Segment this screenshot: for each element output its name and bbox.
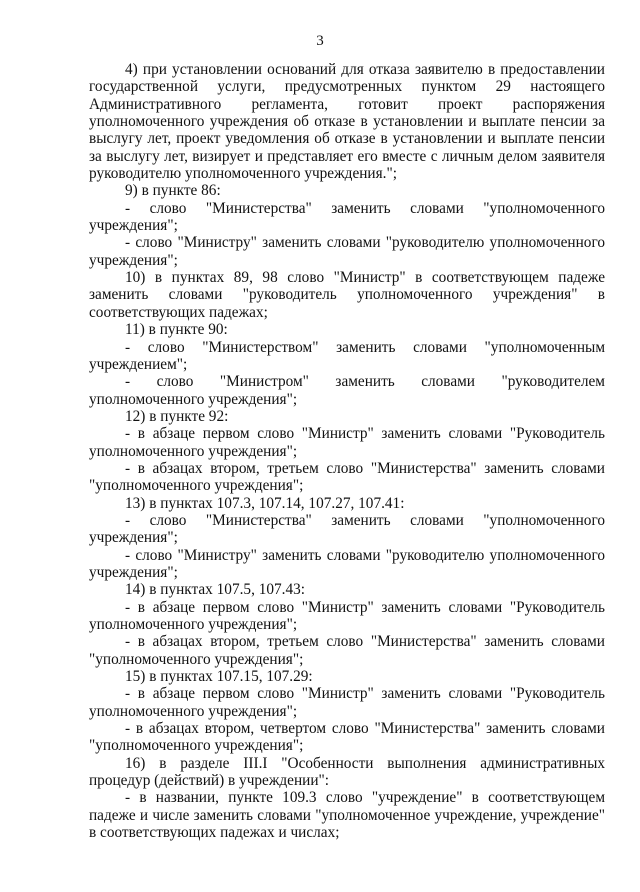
numbered-item: 13) в пунктах 107.3, 107.14, 107.27, 107.41:: [125, 494, 405, 512]
sub-paragraph: - в абзацах втором, четвертом слово "Министерства" заменить словами "уполномоченного учреждения";: [89, 720, 605, 755]
sub-paragraph: - слово "Министру" заменить словами "руководителю уполномоченного учреждения";: [89, 546, 605, 581]
numbered-item: 10) в пунктах 89, 98 слово "Министр" в соответствующем падеже заменить словами "руководитель уполномоченного учреждения" в соответствующих падежах;: [89, 269, 605, 321]
sub-paragraph: - в абзаце первом слово "Министр" заменить словами "Руководитель уполномоченного учреждения";: [89, 425, 605, 460]
page-number: 3: [316, 33, 324, 49]
sub-paragraph: - в абзацах втором, третьем слово "Министерства" заменить словами "уполномоченного учреждения";: [89, 633, 605, 668]
sub-paragraph: - слово "Министерства" заменить словами "уполномоченного учреждения";: [89, 511, 605, 547]
numbered-item: 16) в разделе III.I "Особенности выполнения административных процедур (действий) в учреждении":: [89, 754, 605, 790]
numbered-item: 14) в пунктах 107.5, 107.43:: [125, 581, 306, 599]
sub-paragraph: 4) при установлении оснований для отказа заявителю в предоставлении государственной услуги, предусмотренных пунктом 29 настоящего Административного регламента, готовит проект распоряжения уполномоченного учреждения об отказе в установлении и выплате пенсии за выслугу лет, проект уведомления об отказе в установлении и выплате пенсии за выслугу лет, визирует и представляет его вместе с личным делом заявителя руководителю уполномоченного учреждения.";: [89, 61, 605, 183]
sub-paragraph: - в абзаце первом слово "Министр" заменить словами "Руководитель уполномоченного учреждения";: [89, 598, 605, 633]
sub-paragraph: - слово "Министром" заменить словами "руководителем уполномоченного учреждения";: [89, 373, 605, 408]
sub-paragraph: - слово "Министру" заменить словами "руководителю уполномоченного учреждения";: [89, 234, 605, 269]
numbered-item: 9) в пункте 86:: [125, 182, 221, 200]
sub-paragraph: - в абзацах втором, третьем слово "Министерства" заменить словами "уполномоченного учреждения";: [89, 459, 605, 495]
sub-paragraph: - в названии, пункте 109.3 слово "учреждение" в соответствующем падеже и числе заменить словами "уполномоченное учреждение, учреждение" в соответствующих падежах и числах;: [89, 789, 605, 842]
numbered-item: 15) в пунктах 107.15, 107.29:: [125, 668, 313, 686]
document-body: [89, 61, 605, 841]
numbered-item: 12) в пункте 92:: [125, 407, 229, 425]
sub-paragraph: - слово "Министерством" заменить словами "уполномоченным учреждением";: [89, 338, 605, 373]
sub-paragraph: - в абзаце первом слово "Министр" заменить словами "Руководитель уполномоченного учреждения";: [89, 685, 605, 720]
numbered-item: 11) в пункте 90:: [125, 321, 228, 339]
sub-paragraph: - слово "Министерства" заменить словами "уполномоченного учреждения";: [89, 199, 605, 235]
